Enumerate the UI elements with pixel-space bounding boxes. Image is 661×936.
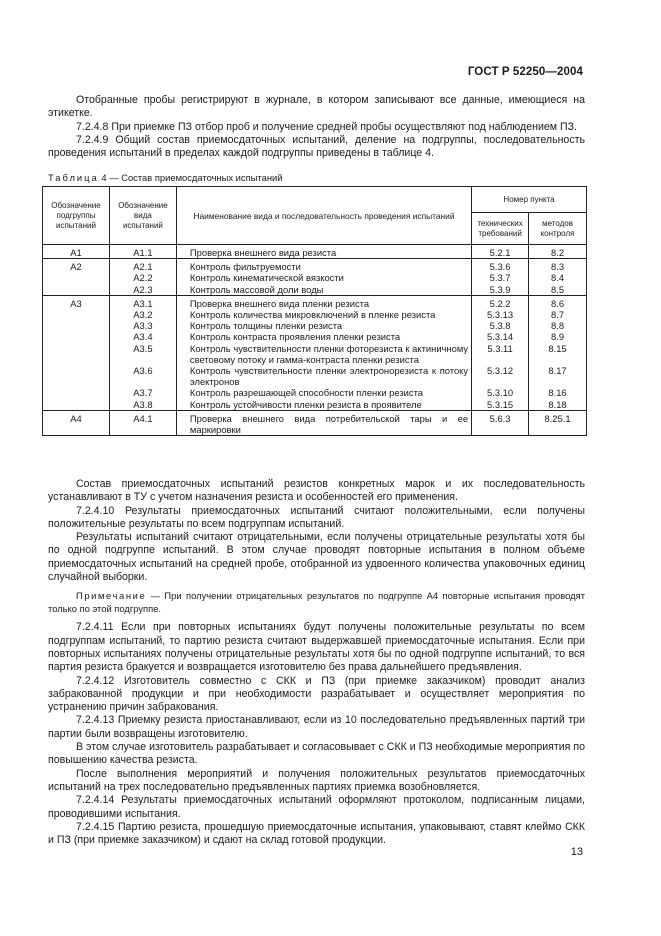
cell-subgroup: [43, 309, 110, 320]
table-row: [43, 272, 587, 283]
cell-subgroup: [43, 387, 110, 398]
cell-tech-item: 5.2.1: [472, 245, 529, 259]
paragraph: 7.2.4.14 Результаты приемосдаточных испытаний оформляют протоколом, подписанным лицами, проводившими испытания.: [48, 794, 585, 820]
cell-test-name: Контроль разрешающей способности пленки резиста: [176, 387, 471, 398]
table-row: [43, 399, 587, 411]
header-methods: методов контроля: [529, 213, 587, 245]
page-number: 13: [570, 846, 583, 858]
cell-tech-item: 5.3.13: [472, 309, 529, 320]
cell-method-item: 8.7: [529, 309, 587, 320]
cell-test-name: Контроль толщины пленки резиста: [176, 320, 471, 331]
cell-test-name: Контроль массовой доли воды: [176, 284, 471, 296]
cell-method-item: 8.6: [529, 295, 587, 309]
cell-subgroup: [43, 331, 110, 342]
cell-method-item: 8.15: [529, 343, 587, 365]
paragraph: Отобранные пробы регистрируют в журнале, в котором записывают все данные, имеющиеся на этикетке.: [48, 94, 585, 120]
cell-subgroup: [43, 343, 110, 365]
table-caption-label: Таблица: [48, 172, 99, 183]
cell-type-code: А3.2: [109, 309, 176, 320]
paragraph: После выполнения мероприятий и получения положительных результатов приемосдаточных испытаний на трех последовательно предъявленных партиях приемка возобновляется.: [48, 767, 585, 793]
cell-tech-item: 5.3.9: [472, 284, 529, 296]
header-name: Наименование вида и последовательность проведения испытаний: [176, 187, 471, 245]
paragraph: 7.2.4.11 Если при повторных испытаниях будут получены положительные результаты по всем подгруппам испытаний, то партию резиста считают выдержавшей приемосдаточные испытания. Если при повторных испытаниях получены отрицательные результаты хотя бы по одной подгруппе испытаний, то вся партия резиста бракуется и возвращается изготовителю без права дальнейшего предъявления.: [48, 621, 585, 674]
paragraph: 7.2.4.15 Партию резиста, прошедшую приемосдаточные испытания, упаковывают, ставят клеймо СКК и ПЗ (при приемке заказчиком) и сдают на склад готовой продукции.: [48, 820, 585, 847]
cell-test-name: Проверка внешнего вида потребительской тары и ее маркировки: [176, 410, 471, 435]
cell-type-code: А2.1: [109, 259, 176, 273]
cell-tech-item: 5.6.3: [472, 410, 529, 435]
cell-tech-item: 5.3.7: [472, 272, 529, 283]
cell-test-name: Проверка внешнего вида резиста: [176, 245, 471, 259]
table-row: [43, 259, 587, 273]
note: [48, 590, 585, 615]
cell-test-name: Контроль чувствительности пленки электронорезиста к потоку электронов: [176, 365, 471, 387]
cell-type-code: А3.4: [109, 331, 176, 342]
cell-subgroup: [43, 399, 110, 411]
cell-tech-item: 5.3.14: [472, 331, 529, 342]
table-caption: [48, 172, 282, 183]
table-body: [43, 245, 587, 436]
cell-test-name: Контроль устойчивости пленки резиста в проявителе: [176, 399, 471, 411]
paragraph: Состав приемосдаточных испытаний резистов конкретных марок и их последовательность устанавливают в ТУ с учетом назначения резиста и особенностей его применения.: [48, 478, 585, 504]
cell-type-code: А4.1: [109, 410, 176, 435]
header-type: Обозначение вида испытаний: [109, 187, 176, 245]
cell-tech-item: 5.3.11: [472, 343, 529, 365]
cell-tech-item: 5.3.6: [472, 259, 529, 273]
cell-test-name: Контроль фильтруемости: [176, 259, 471, 273]
cell-method-item: 8.17: [529, 365, 587, 387]
cell-test-name: Контроль чувствительности пленки фоторезиста к актиничному световому потоку и гамма-контраста пленки резиста: [176, 343, 471, 365]
cell-test-name: Контроль кинематической вязкости: [176, 272, 471, 283]
intro-text: [48, 94, 585, 160]
cell-subgroup: [43, 272, 110, 283]
note-text: — При получении отрицательных результатов по подгруппе А4 повторные испытания проводят только по этой подгруппе.: [48, 590, 585, 614]
table-row: [43, 320, 587, 331]
cell-test-name: Проверка внешнего вида пленки резиста: [176, 295, 471, 309]
cell-method-item: 8.9: [529, 331, 587, 342]
table-row: [43, 284, 587, 296]
cell-type-code: А1.1: [109, 245, 176, 259]
cell-method-item: 8.4: [529, 272, 587, 283]
table-row: [43, 309, 587, 320]
cell-subgroup: [43, 365, 110, 387]
paragraph: 7.2.4.13 Приемку резиста приостанавливают, если из 10 последовательно предъявленных партий три партии были возвращены изготовителю.: [48, 714, 585, 740]
table-row: [43, 343, 587, 365]
tests-table: [42, 186, 587, 436]
cell-test-name: Контроль контраста проявления пленки резиста: [176, 331, 471, 342]
cell-method-item: 8.16: [529, 387, 587, 398]
cell-method-item: 8.25.1: [529, 410, 587, 435]
cell-type-code: А3.8: [109, 399, 176, 411]
paragraph: 7.2.4.10 Результаты приемосдаточных испытаний считают положительными, если получены положительные результаты по всем подгруппам испытаний.: [48, 504, 585, 530]
cell-tech-item: 5.3.10: [472, 387, 529, 398]
cell-type-code: А3.5: [109, 343, 176, 365]
cell-test-name: Контроль количества микровключений в пленке резиста: [176, 309, 471, 320]
cell-type-code: А3.6: [109, 365, 176, 387]
paragraph: 7.2.4.9 Общий состав приемосдаточных испытаний, деление на подгруппы, последовательность проведения испытаний в пределах каждой подгруппы приведены в таблице 4.: [48, 133, 585, 160]
cell-tech-item: 5.3.8: [472, 320, 529, 331]
cell-method-item: 8.3: [529, 259, 587, 273]
cell-tech-item: 5.3.15: [472, 399, 529, 411]
header-subgroup: Обозначение подгруппы испытаний: [43, 187, 110, 245]
table-caption-text: 4 — Состав приемосдаточных испытаний: [98, 172, 283, 183]
cell-method-item: 8.2: [529, 245, 587, 259]
cell-tech-item: 5.2.2: [472, 295, 529, 309]
table-row: [43, 410, 587, 435]
cell-method-item: 8.8: [529, 320, 587, 331]
note-label: Примечание: [76, 590, 147, 602]
table-row: [43, 331, 587, 342]
paragraph: 7.2.4.12 Изготовитель совместно с СКК и ПЗ (при приемке заказчиком) проводит анализ забракованной продукции и при необходимости разрабатывает и осуществляет мероприятия по устранению причин забракования.: [48, 674, 585, 714]
table-row: [43, 365, 587, 387]
cell-subgroup: [43, 284, 110, 296]
cell-subgroup: А2: [43, 259, 110, 273]
header-item-no: Номер пункта: [472, 187, 587, 213]
cell-type-code: А3.3: [109, 320, 176, 331]
paragraph: Результаты испытаний считают отрицательными, если получены отрицательные результаты хотя бы по одной подгруппе испытаний. В этом случае проводят повторные испытания в полном объеме приемосдаточных испытаний на средней пробе, отобранной из удвоенного количества упаковочных единиц случайной выборки.: [48, 531, 585, 584]
table-row: [43, 295, 587, 309]
cell-subgroup: А4: [43, 410, 110, 435]
cell-method-item: 8.18: [529, 399, 587, 411]
paragraph: 7.2.4.8 При приемке ПЗ отбор проб и получение средней пробы осуществляют под наблюдением ПЗ.: [76, 120, 577, 133]
header-tech: технических требований: [472, 213, 529, 245]
cell-subgroup: А3: [43, 295, 110, 309]
body-text: [48, 478, 585, 847]
cell-type-code: А3.1: [109, 295, 176, 309]
cell-type-code: А2.3: [109, 284, 176, 296]
cell-method-item: 8.5: [529, 284, 587, 296]
document-code: ГОСТ Р 52250—2004: [467, 66, 583, 78]
cell-type-code: А3.7: [109, 387, 176, 398]
table-row: [43, 245, 587, 259]
table-row: [43, 387, 587, 398]
cell-type-code: А2.2: [109, 272, 176, 283]
cell-subgroup: [43, 320, 110, 331]
cell-tech-item: 5.3.12: [472, 365, 529, 387]
cell-subgroup: А1: [43, 245, 110, 259]
paragraph: В этом случае изготовитель разрабатывает и согласовывает с СКК и ПЗ необходимые мероприятия по повышению качества резиста.: [48, 741, 585, 767]
